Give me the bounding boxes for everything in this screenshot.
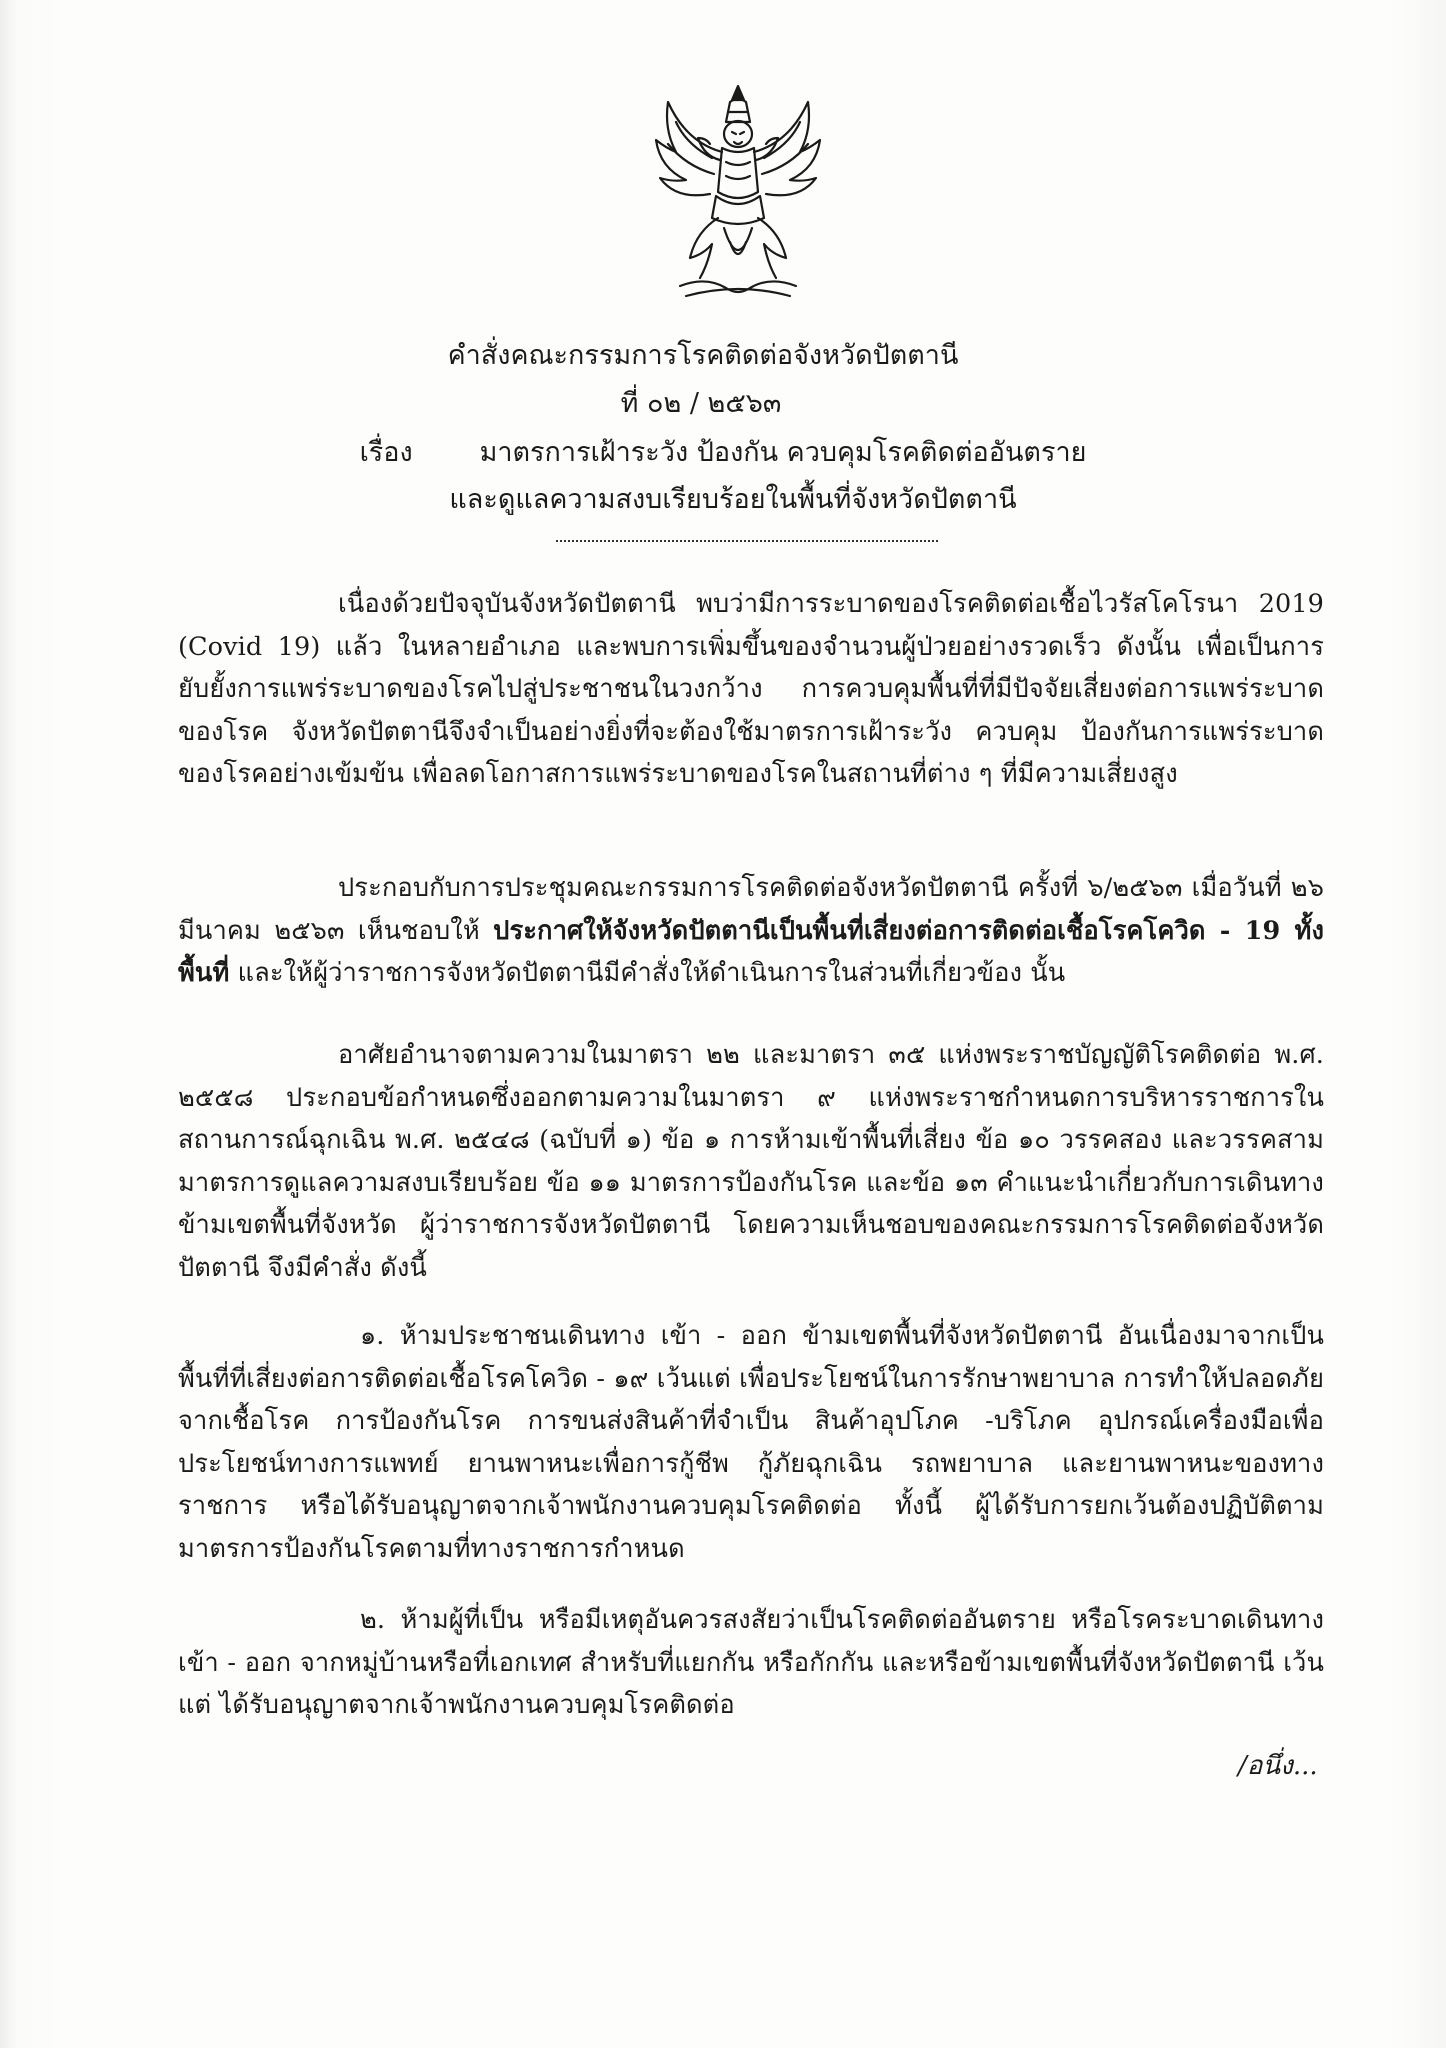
dotted-separator (556, 540, 938, 542)
garuda-emblem-icon (646, 82, 830, 302)
paragraph-meeting-bold: ประกาศให้จังหวัดปัตตานีเป็นพื้นที่เสี่ยงต่อการติดต่อเชื้อโรคโควิด - 19 ทั้งพื้นที่ (178, 915, 1324, 988)
order-subject (0, 435, 1446, 471)
order-item-1: ๑. ห้ามประชาชนเดินทาง เข้า - ออก ข้ามเขตพื้นที่จังหวัดปัตตานี อันเนื่องมาจากเป็นพื้นที่ที่เสี่ยงต่อการติดต่อเชื้อโรคโควิด - ๑๙ เว้นแต่ เพื่อประโยชน์ในการรักษาพยาบาล การทำให้ปลอดภัยจากเชื้อโรค การป้องกันโรค การขนส่งสินค้าที่จำเป็น สินค้าอุปโภค -บริโภค อุปกรณ์เครื่องมือเพื่อประโยชน์ทางการแพทย์ ยานพาหนะเพื่อการกู้ชีพ กู้ภัยฉุกเฉิน รถพยาบาล และยานพาหนะของทางราชการ หรือได้รับอนุญาตจากเจ้าพนักงานควบคุมโรคติดต่อ ทั้งนี้ ผู้ได้รับการยกเว้นต้องปฏิบัติตามมาตรการป้องกันโรคตามที่ทางราชการกำหนด (178, 1321, 1324, 1564)
order-title: คำสั่งคณะกรรมการโรคติดต่อจังหวัดปัตตานี (447, 340, 959, 371)
paragraph-background: เนื่องด้วยปัจจุบันจังหวัดปัตตานี พบว่ามีการระบาดของโรคติดต่อเชื้อไวรัสโคโรนา 2019 (Covid 19) แล้ว ในหลายอำเภอ และพบการเพิ่มขึ้นของจำนวนผู้ป่วยอย่างรวดเร็ว ดังนั้น เพื่อเป็นการยับยั้งการแพร่ระบาดของโรคไปสู่ประชาชนในวงกว้าง การควบคุมพื้นที่ที่มีปัจจัยเสี่ยงต่อการแพร่ระบาดของโรค จังหวัดปัตตานีจึงจำเป็นอย่างยิ่งที่จะต้องใช้มาตรการเฝ้าระวัง ควบคุม ป้องกันการแพร่ระบาดของโรคอย่างเข้มข้น เพื่อลดโอกาสการแพร่ระบาดของโรคในสถานที่ต่าง ๆ ที่มีความเสี่ยงสูง (178, 589, 1324, 789)
subject-label: เรื่อง (359, 437, 413, 468)
order-number: ที่ ๐๒ / ๒๕๖๓ (620, 388, 782, 419)
subject-line-2: และดูแลความสงบเรียบร้อยในพื้นที่จังหวัดปัตตานี (449, 484, 1017, 515)
subject-line-1: มาตรการเฝ้าระวัง ป้องกัน ควบคุมโรคติดต่ออันตราย (479, 437, 1087, 468)
paragraph-meeting: ประกอบกับการประชุมคณะกรรมการโรคติดต่อจังหวัดปัตตานี ครั้งที่ ๖/๒๕๖๓ เมื่อวันที่ ๒๖ มีนาคม ๒๕๖๓ เห็นชอบให้ ประกาศให้จังหวัดปัตตานีเป็นพื้นที่เสี่ยงต่อการติดต่อเชื้อโรคโควิด - 19 ทั้งพื้นที่ และให้ผู้ว่าราชการจังหวัดปัตตานีมีคำสั่งให้ดำเนินการในส่วนที่เกี่ยวข้อง นั้น (178, 873, 1324, 988)
paragraph-authority: อาศัยอำนาจตามความในมาตรา ๒๒ และมาตรา ๓๕ แห่งพระราชบัญญัติโรคติดต่อ พ.ศ. ๒๕๕๘ ประกอบข้อกำหนดซึ่งออกตามความในมาตรา ๙ แห่งพระราชกำหนดการบริหารราชการในสถานการณ์ฉุกเฉิน พ.ศ. ๒๕๔๘ (ฉบับที่ ๑) ข้อ ๑ การห้ามเข้าพื้นที่เสี่ยง ข้อ ๑๐ วรรคสอง และวรรคสาม มาตรการดูแลความสงบเรียบร้อย ข้อ ๑๑ มาตรการป้องกันโรค และข้อ ๑๓ คำแนะนำเกี่ยวกับการเดินทางข้ามเขตพื้นที่จังหวัด ผู้ว่าราชการจังหวัดปัตตานี โดยความเห็นชอบของคณะกรรมการโรคติดต่อจังหวัดปัตตานี จึงมีคำสั่ง ดังนี้ (178, 1040, 1324, 1283)
continuation-marker: /อนึ่ง... (1238, 1751, 1318, 1781)
order-item-2: ๒. ห้ามผู้ที่เป็น หรือมีเหตุอันควรสงสัยว่าเป็นโรคติดต่ออันตราย หรือโรคระบาดเดินทาง เข้า - ออก จากหมู่บ้านหรือที่เอกเทศ สำหรับที่แยกกัน หรือกักกัน และหรือข้ามเขตพื้นที่จังหวัดปัตตานี เว้นแต่ ได้รับอนุญาตจากเจ้าพนักงานควบคุมโรคติดต่อ (178, 1605, 1324, 1720)
